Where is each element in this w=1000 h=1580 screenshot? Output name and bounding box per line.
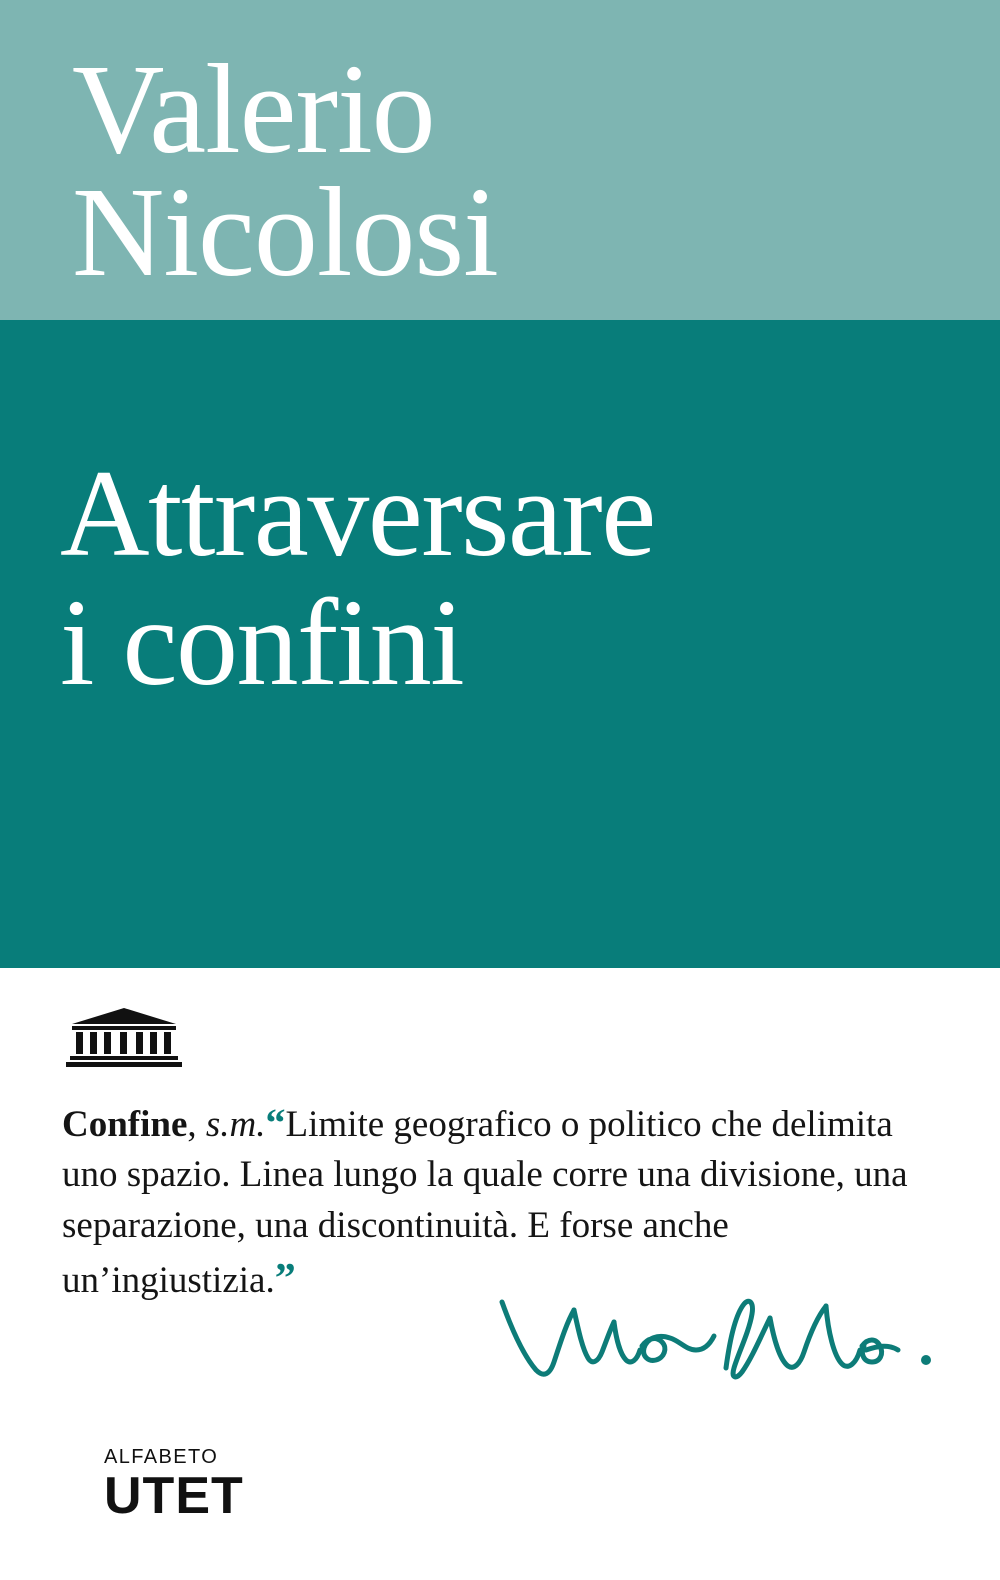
definition-headword: Confine <box>62 1104 188 1145</box>
definition-comma: , <box>187 1104 197 1145</box>
author-signature <box>490 1288 950 1398</box>
book-title-line-1: Attraversare <box>60 445 655 582</box>
book-title-line-2: i confini <box>60 573 464 711</box>
author-name-line-2: Nicolosi <box>72 160 498 303</box>
publisher-imprint: ALFABETO <box>104 1446 219 1468</box>
cover-lower-section <box>0 968 1000 1580</box>
author-name-line-1: Valerio <box>72 38 435 180</box>
definition-part-of-speech: s.m. <box>205 1104 266 1145</box>
publisher-logo <box>104 1446 364 1525</box>
author-name <box>72 38 932 303</box>
open-quote-mark: “ <box>265 1100 286 1145</box>
definition-text: Limite geografico o politico che delimita uno spazio. Linea lungo la quale corre una divisione, una separazione, una discontinuità. E forse anche un’ingiustizia. <box>62 1104 908 1302</box>
close-quote-mark: ” <box>274 1256 294 1303</box>
publisher-brand: UTET <box>104 1467 244 1525</box>
title-band <box>0 320 1000 968</box>
classical-building-icon <box>66 1008 182 1068</box>
definition-quote <box>62 1096 934 1308</box>
author-band <box>0 0 1000 320</box>
book-title <box>60 445 960 711</box>
